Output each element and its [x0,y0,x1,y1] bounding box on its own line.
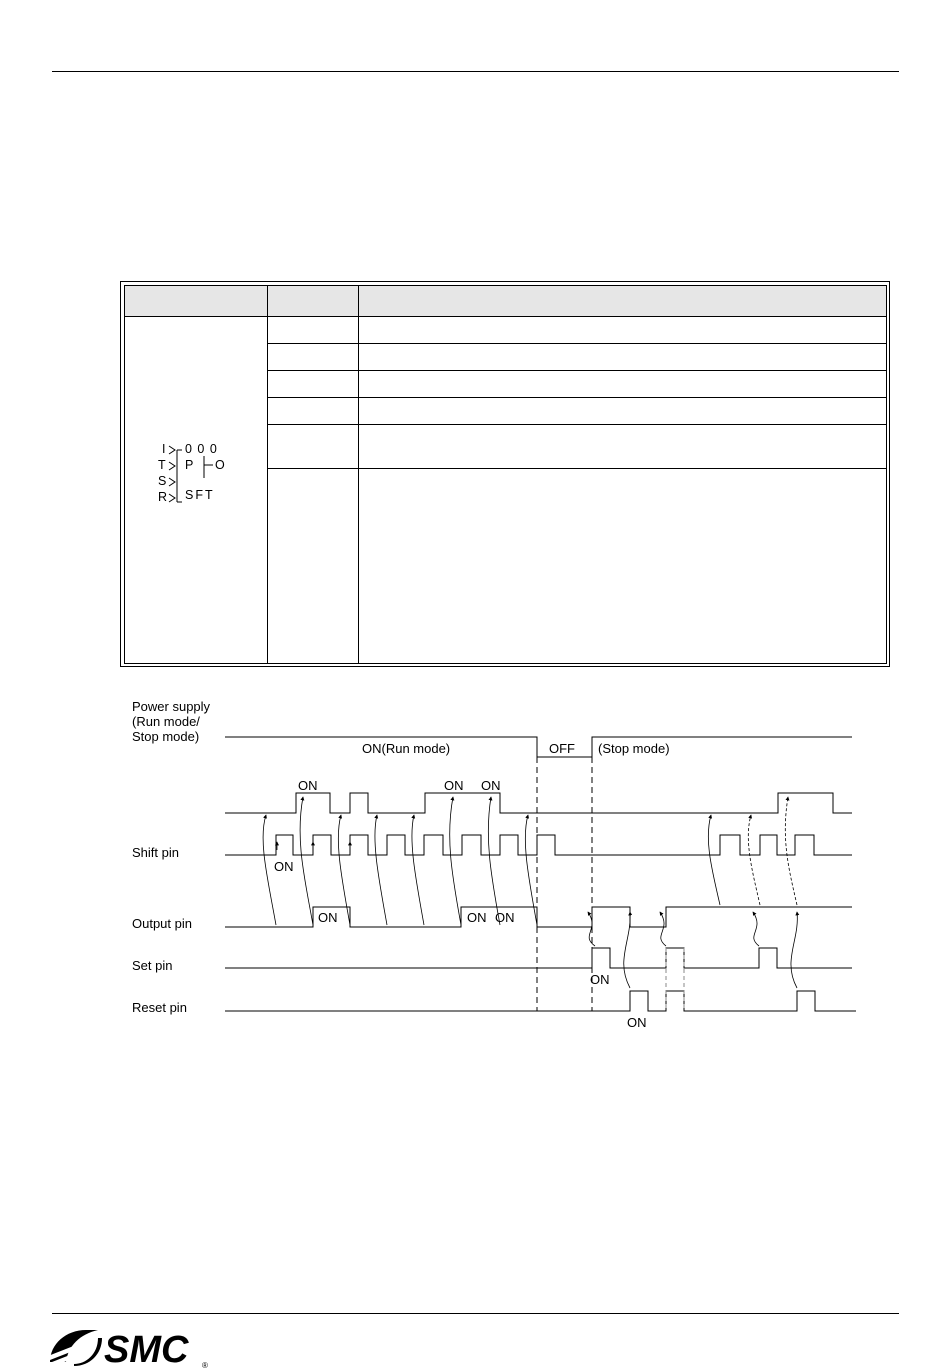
input-label-s: S [158,474,167,488]
annotation-on: ON [467,910,487,925]
input-label-r: R [158,490,168,504]
annotation-on: ON [495,910,515,925]
mode-boundaries [537,737,592,1011]
annotation-on: ON [627,1015,647,1030]
annotation-on: ON [481,778,501,793]
smc-logo-icon [46,1324,211,1370]
causal-arrows [263,797,797,988]
annotation-off: OFF [549,741,575,756]
label-power-3: Stop mode) [132,729,200,744]
power-supply-waveform [225,737,852,757]
label-reset-pin: Reset pin [132,1000,187,1015]
reset-pin-waveform [225,991,856,1011]
shift-pin-waveform-lower [225,835,852,855]
footer-rule [52,1313,899,1314]
block-number: 0 0 0 [185,442,218,456]
annotation-on: ON [298,778,318,793]
logo-text: SMC [104,1329,189,1370]
hold-markers [666,948,684,1011]
annotation-on: ON [318,910,338,925]
label-power-2: (Run mode/ [132,714,200,729]
annotation-on: ON [274,859,294,874]
label-shift-pin: Shift pin [132,845,179,860]
annotation-on: ON [590,972,610,987]
input-label-i: I [162,442,166,456]
label-power-1: Power supply [132,699,211,714]
block-output-letter: O [215,458,225,472]
input-label-t: T [158,458,166,472]
registered-mark: ® [202,1361,208,1370]
label-output-pin: Output pin [132,916,192,931]
annotation-on-run-mode: ON(Run mode) [362,741,451,756]
set-pin-waveform [225,948,852,968]
label-set-pin: Set pin [132,958,173,973]
block-name: SFT [185,488,215,502]
shift-pin-waveform-upper [225,793,852,813]
block-function-letter: P [185,458,194,472]
annotation-on: ON [444,778,464,793]
annotation-stop-mode: (Stop mode) [598,741,670,756]
